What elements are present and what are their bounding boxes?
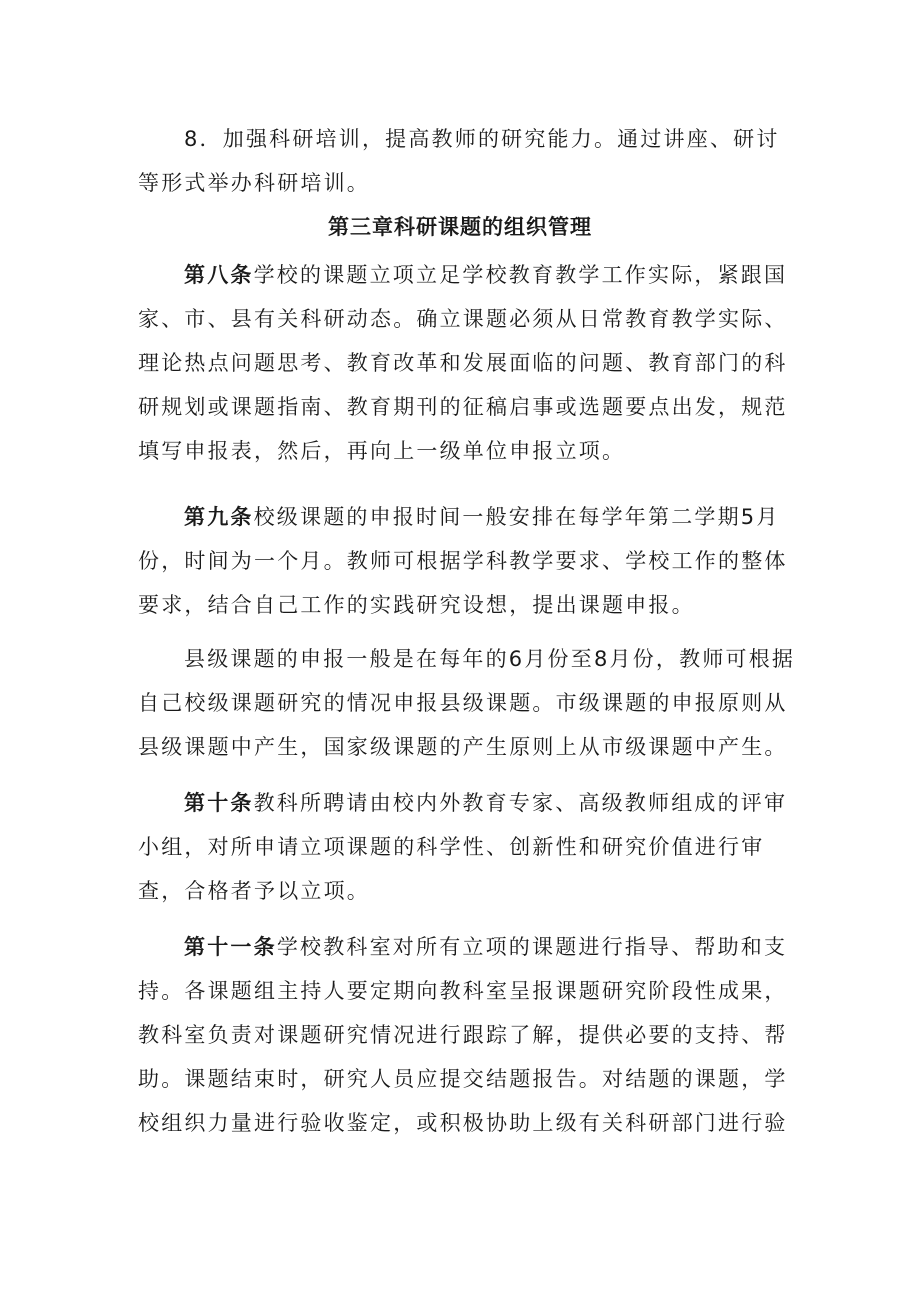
- paragraph-article-8: [138, 253, 798, 473]
- paragraph-article-9: [138, 495, 798, 627]
- paragraph-article-10: [138, 781, 798, 913]
- article-text: 学校教科室对所有立项的课题进行指导、帮助和支持。各课题组主持人要定期向教科室呈报课题研究阶段性成果，教科室负责对课题研究情况进行跟踪了解，提供必要的支持、帮助。课题结束时，研究人员应提交结题报告。对结题的课题，学校组织力量进行验收鉴定，或积极协助上级有关科研部门进行验: [138, 935, 788, 1135]
- article-label: 第十条: [184, 791, 254, 815]
- paragraph-article-11: [138, 925, 798, 1145]
- article-text: 学校的课题立项立足学校教育教学工作实际，紧跟国家、市、县有关科研动态。确立课题必须从日常教育教学实际、理论热点问题思考、教育改革和发展面临的问题、教育部门的科研规划或课题指南、教育期刊的征稿启事或选题要点出发，规范填写申报表，然后，再向上一级单位申报立项。: [138, 263, 788, 463]
- paragraph-item-8: [138, 117, 798, 205]
- paragraph-text: 县级课题的申报一般是在每年的6月份至8月份，教师可根据自己校级课题研究的情况申报县级课题。市级课题的申报原则从县级课题中产生，国家级课题的产生原则上从市级课题中产生。: [138, 647, 796, 759]
- article-label: 第八条: [184, 263, 254, 287]
- paragraph-county-topics: [138, 637, 798, 769]
- chapter-heading: 第三章科研课题的组织管理: [328, 215, 592, 239]
- article-text: 校级课题的申报时间一般安排在每学年第二学期5月份，时间为一个月。教师可根据学科教学要求、学校工作的整体要求，结合自己工作的实践研究设想，提出课题申报。: [138, 505, 788, 617]
- paragraph-text: 8．加强科研培训，提高教师的研究能力。通过讲座、研讨等形式举办科研培训。: [138, 127, 780, 195]
- article-text: 教科所聘请由校内外教育专家、高级教师组成的评审小组，对所申请立项课题的科学性、创新性和研究价值进行审查，合格者予以立项。: [138, 791, 788, 903]
- article-label: 第十一条: [184, 935, 277, 959]
- article-label: 第九条: [184, 505, 254, 529]
